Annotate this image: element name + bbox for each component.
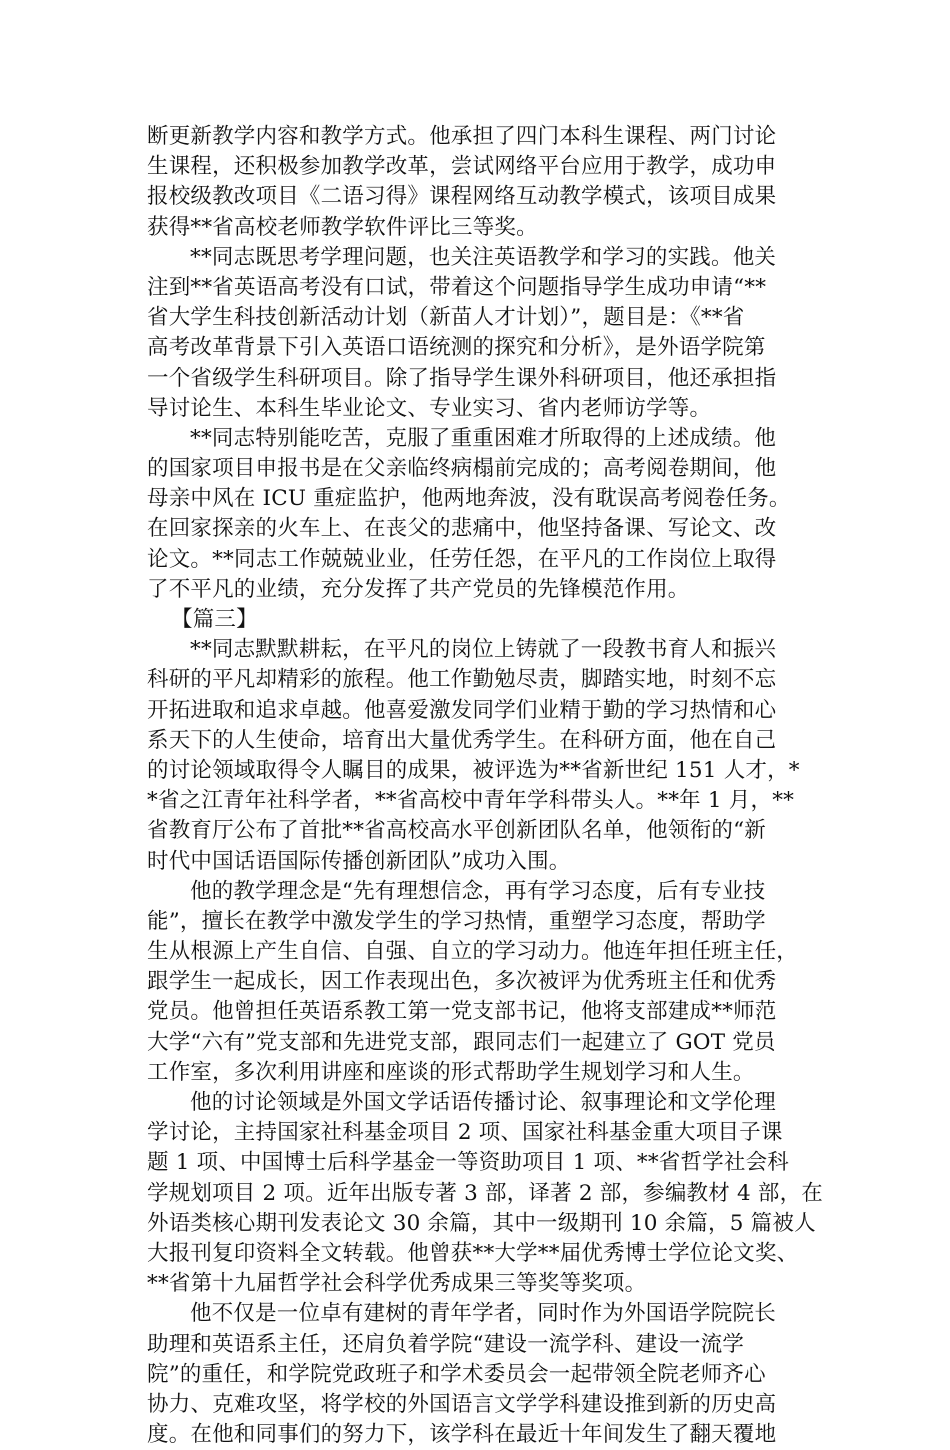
text-line: 开拓进取和追求卓越。他喜爱激发同学们业精于勤的学习热情和心 <box>147 697 777 723</box>
text-line: 省大学生科技创新活动计划（新苗人才计划）”，题目是：《**省 <box>147 305 745 331</box>
text-line: 在回家探亲的火车上、在丧父的悲痛中，他坚持备课、写论文、改 <box>147 516 777 542</box>
text-line: 助理和英语系主任，还肩负着学院“建设一流学科、建设一流学 <box>147 1331 745 1357</box>
text-line: 报校级教改项目《二语习得》课程网络互动教学模式，该项目成果 <box>147 184 777 210</box>
text-line: 一个省级学生科研项目。除了指导学生课外科研项目，他还承担指 <box>147 365 777 391</box>
text-line: 跟学生一起成长，因工作表现出色，多次被评为优秀班主任和优秀 <box>147 969 777 995</box>
text-line: 断更新教学内容和教学方式。他承担了四门本科生课程、两门讨论 <box>147 124 777 149</box>
text-line: 高考改革背景下引入英语口语统测的探究和分析》，是外语学院第 <box>147 335 766 361</box>
text-line: 科研的平凡却精彩的旅程。他工作勤勉尽责，脚踏实地，时刻不忘 <box>147 667 777 693</box>
text-line: 工作室，多次利用讲座和座谈的形式帮助学生规划学习和人生。 <box>147 1059 755 1085</box>
text-line: 党员。他曾担任英语系教工第一党支部书记，他将支部建成**师范 <box>147 999 777 1025</box>
text-line: 的讨论领域取得令人瞩目的成果，被评选为**省新世纪 151 人才，* <box>147 757 800 783</box>
text-line: 时代中国话语国际传播创新团队”成功入围。 <box>147 848 571 874</box>
text-line: 学规划项目 2 项。近年出版专著 3 部，译著 2 部，参编教材 4 部，在 <box>147 1180 823 1206</box>
text-line: 导讨论生、本科生毕业论文、专业实习、省内老师访学等。 <box>147 395 712 421</box>
text-line: 大学“六有”党支部和先进党支部，跟同志们一起建立了 GOT 党员 <box>147 1029 776 1055</box>
text-line: 他的教学理念是“先有理想信念，再有学习态度，后有专业技 <box>190 878 766 904</box>
text-line: 生从根源上产生自信、自强、自立的学习动力。他连年担任班主任， <box>147 939 799 965</box>
text-line: 省教育厅公布了首批**省高校高水平创新团队名单，他领衔的“新 <box>147 818 766 844</box>
text-line: 度。在他和同事们的努力下，该学科在最近十年间发生了翻天覆地 <box>147 1422 777 1448</box>
text-line: 注到**省英语高考没有口试，带着这个问题指导学生成功申请“** <box>147 274 767 300</box>
text-line: 题 1 项、中国博士后科学基金一等资助项目 1 项、**省哲学社会科 <box>147 1150 789 1176</box>
text-line: 大报刊复印资料全文转载。他曾获**大学**届优秀博士学位论文奖、 <box>147 1240 799 1266</box>
text-line: 获得**省高校老师教学软件评比三等奖。 <box>147 214 538 240</box>
section-heading: 【篇三】 <box>171 607 258 632</box>
text-line: 生课程，还积极参加教学改革，尝试网络平台应用于教学，成功申 <box>147 154 777 180</box>
document-body <box>147 122 823 1450</box>
text-line: 院”的重任，和学院党政班子和学术委员会一起带领全院老师齐心 <box>147 1361 766 1387</box>
text-line: 论文。**同志工作兢兢业业，任劳任怨，在平凡的工作岗位上取得 <box>147 546 777 572</box>
text-line: **同志特别能吃苦，克服了重重困难才所取得的上述成绩。他 <box>190 425 777 451</box>
text-line: 外语类核心期刊发表论文 30 余篇，其中一级期刊 10 余篇，5 篇被人 <box>147 1210 816 1236</box>
text-line: 协力、克难攻坚，将学校的外国语言文学学科建设推到新的历史高 <box>147 1391 777 1417</box>
text-line: **同志既思考学理问题，也关注英语教学和学习的实践。他关 <box>190 244 777 270</box>
text-line: 能”，擅长在教学中激发学生的学习热情，重塑学习态度，帮助学 <box>147 908 766 934</box>
text-line: 的国家项目申报书是在父亲临终病榻前完成的；高考阅卷期间，他 <box>147 456 777 482</box>
text-line: 学讨论，主持国家社科基金项目 2 项、国家社科基金重大项目子课 <box>147 1120 783 1146</box>
text-line: 了不平凡的业绩，充分发挥了共产党员的先锋模范作用。 <box>147 576 690 602</box>
text-line: 他的讨论领域是外国文学话语传播讨论、叙事理论和文学伦理 <box>190 1090 776 1115</box>
text-line: 他不仅是一位卓有建树的青年学者，同时作为外国语学院院长 <box>190 1301 776 1327</box>
text-line: 母亲中风在 ICU 重症监护，他两地奔波，没有耽误高考阅卷任务。 <box>147 486 791 512</box>
text-line: **省第十九届哲学社会科学优秀成果三等奖等奖项。 <box>147 1271 647 1297</box>
text-line: 系天下的人生使命，培育出大量优秀学生。在科研方面，他在自己 <box>147 727 777 753</box>
text-line: *省之江青年社科学者，**省高校中青年学科带头人。**年 1 月，** <box>147 788 795 814</box>
text-line: **同志默默耕耘，在平凡的岗位上铸就了一段教书育人和振兴 <box>190 637 777 663</box>
